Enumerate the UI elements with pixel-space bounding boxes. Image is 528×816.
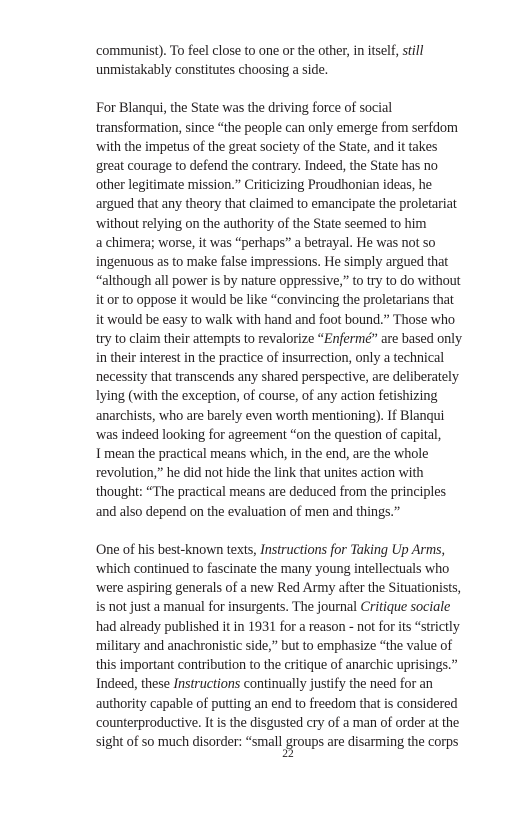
text-line: [96, 368, 484, 387]
text-run: other legitimate mission.” Criticizing Proudhonian ideas, he: [96, 177, 432, 194]
paragraph: [96, 42, 484, 80]
text-run: Indeed, these: [96, 676, 174, 693]
text-line: [96, 234, 484, 253]
italic-text: Instructions: [173, 676, 241, 693]
text-line: [96, 272, 484, 291]
text-run: military and anachronistic side,” but to emphasize “the value of: [96, 637, 452, 654]
text-line: [96, 695, 484, 714]
text-run: was indeed looking for agreement “on the question of capital,: [96, 426, 442, 443]
text-run: For Blanqui, the State was the driving force of social: [96, 100, 393, 117]
text-run: unmistakably constitutes choosing a side.: [96, 62, 329, 79]
text-run: great courage to defend the contrary. Indeed, the State has no: [96, 158, 438, 175]
text-run: which continued to fascinate the many young intellectuals who: [96, 561, 450, 578]
text-line: [96, 61, 484, 80]
text-run: thought: “The practical means are deduced from the principles: [96, 484, 446, 501]
text-run: a chimera; worse, it was “perhaps” a betrayal. He was not so: [96, 234, 436, 251]
text-line: [96, 637, 484, 656]
text-line: [96, 215, 484, 234]
text-run: lying (with the exception, of course, of any action fetishizing: [96, 388, 438, 405]
text-line: [96, 176, 484, 195]
text-line: [96, 541, 484, 560]
text-line: [96, 195, 484, 214]
italic-text: still: [402, 43, 424, 59]
text-line: [96, 579, 484, 598]
paragraph: [96, 541, 484, 752]
text-line: [96, 407, 484, 426]
paragraph: [96, 99, 484, 521]
italic-text: Instructions for Taking Up Arms: [260, 541, 442, 558]
text-run: and also depend on the evaluation of men and things.”: [96, 503, 401, 520]
text-line: [96, 503, 484, 522]
text-run: anarchists, who are barely even worth mentioning). If Blanqui: [96, 407, 445, 424]
text-run: I mean the practical means which, in the end, are the whole: [96, 446, 429, 463]
text-line: [96, 675, 484, 694]
text-line: [96, 387, 484, 406]
text-run: counterproductive. It is the disgusted cry of a man of order at the: [96, 714, 460, 731]
text-line: [96, 253, 484, 272]
text-run: ,: [441, 541, 445, 558]
text-run: without relying on the authority of the State seemed to him: [96, 215, 427, 232]
text-line: [96, 138, 484, 157]
text-run: had already published it in 1931 for a reason - not for its “strictly: [96, 618, 460, 635]
text-line: [96, 311, 484, 330]
text-run: it would be easy to walk with hand and foot bound.” Those who: [96, 311, 455, 328]
text-run: it or to oppose it would be like “convincing the proletarians that: [96, 292, 454, 309]
text-run: continually justify the need for an: [240, 676, 433, 693]
text-run: necessity that transcends any shared perspective, are deliberately: [96, 369, 459, 386]
text-line: [96, 291, 484, 310]
text-run: is not just a manual for insurgents. The journal: [96, 599, 361, 616]
page-number: 22: [282, 748, 294, 760]
text-run: were aspiring generals of a new Red Army after the Situationists,: [96, 580, 462, 597]
text-line: [96, 157, 484, 176]
italic-text: Critique sociale: [360, 599, 451, 616]
text-run: try to claim their attempts to revalorize “: [96, 330, 324, 347]
text-run: One of his best-known texts,: [96, 541, 261, 558]
text-line: [96, 656, 484, 675]
text-run: revolution,” he did not hide the link that unites action with: [96, 465, 424, 482]
text-line: [96, 560, 484, 579]
text-run: argued that any theory that claimed to emancipate the proletariat: [96, 196, 457, 213]
text-line: [96, 119, 484, 138]
text-run: communist). To feel close to one or the other, in itself,: [96, 43, 403, 59]
body-text: [96, 42, 484, 771]
text-line: [96, 42, 484, 61]
text-run: ” are based only: [371, 330, 463, 347]
text-line: [96, 618, 484, 637]
text-run: in their interest in the practice of insurrection, only a technical: [96, 350, 445, 367]
text-line: [96, 598, 484, 617]
text-line: [96, 349, 484, 368]
text-run: sight of so much disorder: “small groups are disarming the corps: [96, 733, 459, 750]
text-run: with the impetus of the great society of the State, and it takes: [96, 138, 438, 155]
text-run: authority capable of putting an end to freedom that is considered: [96, 695, 458, 712]
text-run: transformation, since “the people can only emerge from serfdom: [96, 119, 458, 136]
text-run: “although all power is by nature oppressive,” to try to do without: [96, 273, 461, 290]
italic-text: Enfermé: [323, 330, 372, 347]
text-line: [96, 483, 484, 502]
text-run: ingenuous as to make false impressions. He simply argued that: [96, 254, 449, 271]
text-run: this important contribution to the critique of anarchic uprisings.”: [96, 657, 458, 674]
text-line: [96, 99, 484, 118]
text-line: [96, 464, 484, 483]
text-line: [96, 426, 484, 445]
text-line: [96, 330, 484, 349]
text-line: [96, 714, 484, 733]
text-line: [96, 445, 484, 464]
